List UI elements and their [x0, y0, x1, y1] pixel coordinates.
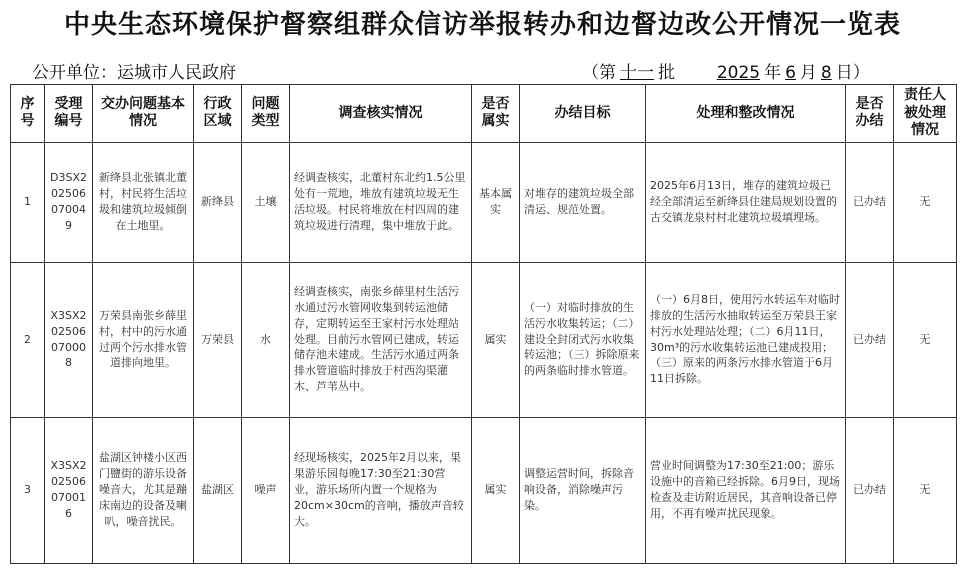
- cell-investigation: 经调查核实，南张乡薛里村生活污水通过污水管网收集到转运池储存，定期转运至王家村污水处理站处理。目前污水管网已建成，转运储存池未建成。生活污水通过两条排水管道临时排放于村西沟渠灌木、芦苇丛中。: [290, 262, 472, 417]
- cell-accountability: 无: [894, 142, 957, 262]
- batch-number: 十一: [620, 63, 654, 83]
- header-type: 问题类型: [242, 85, 290, 143]
- table-header: [11, 85, 957, 143]
- year-suffix: 年: [764, 63, 782, 83]
- day: 8: [820, 63, 832, 83]
- header-issue: 交办问题基本情况: [93, 85, 194, 143]
- batch-suffix: 批: [658, 63, 675, 83]
- cell-code: D3SX202506070049: [45, 142, 93, 262]
- cell-region: 新绛县: [194, 142, 242, 262]
- complaints-table: [10, 84, 957, 564]
- month: 6: [785, 63, 796, 83]
- cell-closed: 已办结: [846, 142, 894, 262]
- header-verified: 是否属实: [472, 85, 520, 143]
- cell-verified: 属实: [472, 417, 520, 563]
- header-no: 序号: [11, 85, 45, 143]
- cell-issue: 盐湖区钟楼小区西门鹽街的游乐设备噪音大，尤其是蹦床南边的设备及喇叭，噪音扰民。: [93, 417, 194, 563]
- cell-investigation: 经现场核实，2025年2月以来，果果游乐园每晚17:30至21:30营业，游乐场所内置一个规格为20cm×30cm的音响，播放声音较大。: [290, 417, 472, 563]
- table-row: [11, 262, 957, 417]
- cell-goal: 对堆存的建筑垃圾全部清运、规范处置。: [520, 142, 646, 262]
- cell-region: 万荣县: [194, 262, 242, 417]
- cell-investigation: 经调查核实，北董村东北约1.5公里处有一荒地，堆放有建筑垃圾无生活垃圾。村民将堆放在村四周的建筑垃圾进行清理，集中堆放于此。: [290, 142, 472, 262]
- header-code: 受理编号: [45, 85, 93, 143]
- period-open: （第: [582, 63, 616, 83]
- publishing-unit: 公开单位：运城市人民政府: [32, 63, 236, 83]
- cell-rectification: （一）6月8日，使用污水转运车对临时排放的生活污水抽取转运至万荣县王家村污水处理站处理；（二）6月11日，30m³的污水收集转运池已建成投用；（三）原来的两条污水排水管道于6月11日拆除。: [646, 262, 846, 417]
- cell-rectification: 营业时间调整为17:30至21:00；游乐设施中的音箱已经拆除。6月9日，现场检查及走访附近居民，其音响设备已停用，不再有噪声扰民现象。: [646, 417, 846, 563]
- cell-type: 土壤: [242, 142, 290, 262]
- cell-issue: 万荣县南张乡薛里村，村中的污水通过两个污水排水管道排向地里。: [93, 262, 194, 417]
- cell-closed: 已办结: [846, 417, 894, 563]
- cell-issue: 新绛县北张镇北董村，村民将生活垃圾和建筑垃圾倾倒在土地里。: [93, 142, 194, 262]
- month-suffix: 月: [799, 63, 817, 83]
- cell-type: 水: [242, 262, 290, 417]
- header-accountability: 责任人被处理情况: [894, 85, 957, 143]
- cell-code: X3SX202506070008: [45, 262, 93, 417]
- page-title: 中央生态环境保护督察组群众信访举报转办和边督边改公开情况一览表: [63, 10, 901, 40]
- cell-no: 3: [11, 417, 45, 563]
- cell-code: X3SX202506070016: [45, 417, 93, 563]
- cell-type: 噪声: [242, 417, 290, 563]
- header-goal: 办结目标: [520, 85, 646, 143]
- cell-goal: （一）对临时排放的生活污水收集转运；（二）建设全封闭式污水收集转运池；（三）拆除原来的两条临时排水管道。: [520, 262, 646, 417]
- header-rectification: 处理和整改情况: [646, 85, 846, 143]
- table-row: [11, 142, 957, 262]
- year: 2025: [716, 63, 761, 83]
- cell-no: 1: [11, 142, 45, 262]
- cell-verified: 基本属实: [472, 142, 520, 262]
- cell-verified: 属实: [472, 262, 520, 417]
- table-row: [11, 417, 957, 563]
- batch-date: [582, 58, 942, 83]
- cell-no: 2: [11, 262, 45, 417]
- cell-goal: 调整运营时间，拆除音响设备，消除噪声污染。: [520, 417, 646, 563]
- header-investigation: 调查核实情况: [290, 85, 472, 143]
- cell-accountability: 无: [894, 417, 957, 563]
- cell-rectification: 2025年6月13日，堆存的建筑垃圾已经全部清运至新绛县住建局规划设置的古交镇龙泉村村北建筑垃圾填埋场。: [646, 142, 846, 262]
- cell-closed: 已办结: [846, 262, 894, 417]
- header-closed: 是否办结: [846, 85, 894, 143]
- cell-accountability: 无: [894, 262, 957, 417]
- day-suffix: 日）: [835, 63, 870, 83]
- cell-region: 盐湖区: [194, 417, 242, 563]
- header-region: 行政区域: [194, 85, 242, 143]
